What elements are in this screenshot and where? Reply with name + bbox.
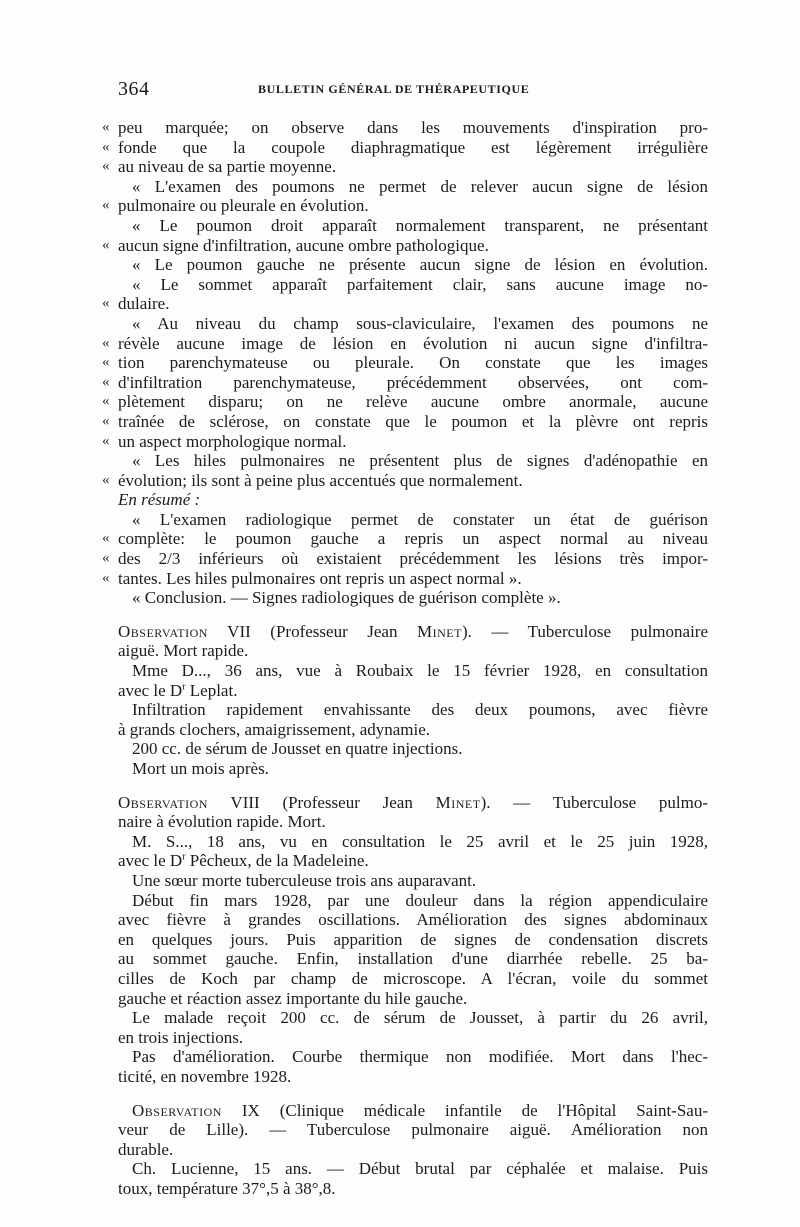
quoted-line-text: tion parenchymateuse ou pleurale. On constate que les images: [118, 353, 708, 373]
quoted-line: [102, 470, 708, 491]
quote-mark: «: [102, 295, 110, 312]
quoted-line: [102, 549, 708, 569]
quote-mark: «: [102, 393, 110, 410]
quoted-line: [118, 510, 708, 530]
quoted-line-text: aucun signe d'infiltration, aucune ombre pathologique.: [118, 235, 489, 255]
radiology-report-quote: [102, 118, 708, 608]
quote-mark: «: [102, 236, 110, 253]
running-title: BULLETIN GÉNÉRAL DE THÉRAPEUTIQUE: [258, 82, 530, 96]
quoted-line: [102, 137, 708, 158]
quote-mark: «: [102, 530, 110, 547]
page-body: [102, 118, 708, 1198]
quoted-line-text: un aspect morphologique normal.: [118, 431, 347, 451]
quoted-line-text: au niveau de sa partie moyenne.: [118, 157, 337, 177]
paragraph-line: avec fièvre à grandes oscillations. Amélioration des signes abdominaux: [118, 910, 708, 930]
paragraph-line: en quelques jours. Puis apparition de signes de condensation discrets: [118, 929, 708, 949]
quoted-line-text: « Les hiles pulmonaires ne présentent plus de signes d'adénopathie en: [132, 451, 708, 471]
page-number: 364: [118, 78, 150, 100]
quote-mark: «: [102, 412, 110, 429]
observation-title: Observation VIII (Professeur Jean Minet). — Tuberculose pulmo-: [118, 792, 708, 812]
quoted-line-text: complète: le poumon gauche a repris un aspect normal au niveau: [118, 529, 708, 549]
paragraph-line: en trois injections.: [118, 1027, 244, 1047]
quoted-line-text: « L'examen radiologique permet de constater un état de guérison: [132, 509, 708, 529]
quoted-line-text: révèle aucune image de lésion en évolution ni aucun signe d'infiltra-: [118, 333, 708, 353]
observation-title: Observation IX (Clinique médicale infantile de l'Hôpital Saint-Sau-: [132, 1100, 708, 1120]
quote-mark: «: [102, 119, 110, 135]
observation-subtitle: veur de Lille). — Tuberculose pulmonaire aiguë. Amélioration non: [118, 1120, 708, 1140]
quoted-line: [102, 392, 708, 412]
quote-mark: «: [102, 471, 110, 488]
paragraph-line: Le malade reçoit 200 cc. de sérum de Jousset, à partir du 26 avril,: [132, 1008, 708, 1028]
paragraph-line: cilles de Koch par champ de microscope. A l'écran, voile du sommet: [118, 968, 708, 988]
quoted-line-text: peu marquée; on observe dans les mouvements d'inspiration pro-: [118, 118, 708, 137]
quoted-line-text: d'infiltration parenchymateuse, précédemment observées, ont com-: [118, 372, 708, 392]
quoted-line: [118, 255, 708, 275]
paragraph-line: au sommet gauche. Enfin, installation d'une diarrhée rebelle. 25 ba-: [118, 949, 708, 969]
quoted-line-text: traînée de sclérose, on constate que le poumon et la plèvre ont repris: [118, 411, 708, 431]
quoted-line-text: « Le poumon droit apparaît normalement transparent, ne présentant: [132, 215, 708, 235]
quoted-line: [118, 216, 708, 236]
quoted-line-text: En résumé :: [118, 490, 201, 510]
quoted-line-text: fonde que la coupole diaphragmatique est légèrement irrégulière: [118, 137, 708, 157]
quoted-line: [102, 235, 708, 256]
quoted-line: [118, 490, 708, 510]
quote-mark: «: [102, 569, 110, 586]
paragraph-line: gauche et réaction assez importante du hile gauche.: [118, 988, 468, 1008]
quote-mark: «: [102, 334, 110, 351]
observation-ix: [118, 1101, 708, 1199]
paragraph-line: Pas d'amélioration. Courbe thermique non modifiée. Mort dans l'hec-: [132, 1047, 708, 1067]
quoted-line: [102, 372, 708, 393]
quote-mark: «: [102, 373, 110, 390]
page-header: [118, 78, 708, 102]
quoted-line-text: « L'examen des poumons ne permet de relever aucun signe de lésion: [132, 176, 708, 196]
paragraph-line: ticité, en novembre 1928.: [118, 1066, 292, 1086]
quoted-line: [102, 568, 708, 589]
paragraph-line: toux, température 37°,5 à 38°,8.: [118, 1178, 336, 1198]
quoted-line-text: pulmonaire ou pleurale en évolution.: [118, 196, 369, 216]
quoted-line: [118, 275, 708, 295]
observation-subtitle: durable.: [118, 1139, 174, 1159]
quoted-line: [118, 451, 708, 471]
quoted-line-text: « Le sommet apparaît parfaitement clair, sans aucune image no-: [132, 274, 708, 294]
quote-mark: «: [102, 138, 110, 155]
paragraph-line: avec le $D^r$ Pêcheux, de la Madeleine.: [118, 851, 369, 871]
quoted-line: [118, 177, 708, 197]
quote-mark: «: [102, 158, 110, 175]
quoted-line-text: dulaire.: [118, 294, 170, 314]
observation-vii: [118, 622, 708, 779]
quote-mark: «: [102, 197, 110, 214]
quoted-line-text: « Conclusion. — Signes radiologiques de guérison complète ».: [132, 588, 561, 608]
quoted-line: [102, 411, 708, 432]
paragraph-line: Mort un mois après.: [132, 759, 269, 778]
paragraph-line: Début fin mars 1928, par une douleur dans la région appendiculaire: [132, 890, 708, 910]
paragraph-line: à grands clochers, amaigrissement, adynamie.: [118, 719, 431, 739]
paragraph-line: 200 cc. de sérum de Jousset en quatre injections.: [132, 739, 463, 759]
quoted-line-text: évolution; ils sont à peine plus accentués que normalement.: [118, 470, 523, 490]
quoted-line: [102, 529, 708, 549]
paragraph-line: M. S..., 18 ans, vu en consultation le 25 avril et le 25 juin 1928,: [132, 831, 708, 851]
quoted-line: [102, 118, 708, 138]
paragraph-line: Ch. Lucienne, 15 ans. — Début brutal par céphalée et malaise. Puis: [132, 1159, 708, 1179]
quoted-line: [102, 431, 708, 452]
observation-subtitle: naire à évolution rapide. Mort.: [118, 812, 326, 832]
paragraph-line: Une sœur morte tuberculeuse trois ans auparavant.: [132, 870, 477, 890]
quoted-line-text: plètement disparu; on ne relève aucune ombre anormale, aucune: [118, 392, 708, 412]
quoted-line: [118, 588, 708, 608]
quoted-line-text: tantes. Les hiles pulmonaires ont repris un aspect normal ».: [118, 568, 522, 588]
quote-mark: «: [102, 550, 110, 567]
quote-mark: «: [102, 354, 110, 371]
quoted-line: [102, 333, 708, 354]
quoted-line: [102, 157, 708, 177]
paragraph-line: Mme D..., 36 ans, vue à Roubaix le 15 février 1928, en consultation: [132, 661, 708, 681]
observation-title: Observation VII (Professeur Jean Minet). — Tuberculose pulmonaire: [118, 621, 708, 641]
quote-mark: «: [102, 432, 110, 449]
quoted-line-text: « Au niveau du champ sous-claviculaire, l'examen des poumons ne: [132, 313, 708, 333]
quoted-line-text: des 2/3 inférieurs où existaient précédemment les lésions très impor-: [118, 549, 708, 569]
quoted-line-text: « Le poumon gauche ne présente aucun signe de lésion en évolution.: [132, 255, 708, 275]
quoted-line: [102, 294, 708, 314]
paragraph-line: Infiltration rapidement envahissante des deux poumons, avec fièvre: [132, 700, 708, 720]
quoted-line: [102, 196, 708, 216]
quoted-line: [102, 353, 708, 373]
quoted-line: [118, 314, 708, 334]
paragraph-line: avec le $D^r$ Leplat.: [118, 680, 238, 700]
observation-subtitle: aiguë. Mort rapide.: [118, 641, 249, 661]
observation-viii: [118, 793, 708, 1087]
